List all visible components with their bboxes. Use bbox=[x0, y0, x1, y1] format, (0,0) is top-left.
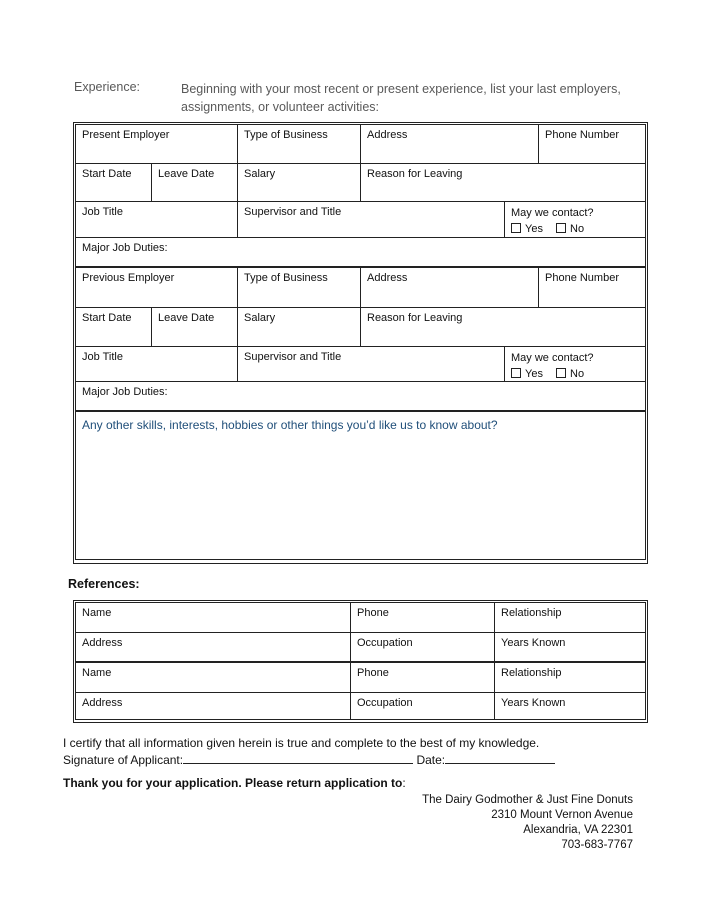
salary-label: Salary bbox=[244, 168, 276, 180]
reason-label: Reason for Leaving bbox=[367, 312, 463, 324]
reference-block-1 bbox=[75, 602, 646, 662]
phone-number-label: Phone Number bbox=[545, 272, 619, 284]
name-label: Name bbox=[82, 667, 112, 679]
supervisor-label: Supervisor and Title bbox=[244, 206, 342, 218]
salary-label: Salary bbox=[244, 312, 276, 324]
employer-block-present bbox=[75, 124, 646, 267]
previous-salary-field[interactable] bbox=[238, 308, 360, 328]
previous-start-date-field[interactable] bbox=[76, 308, 151, 328]
reference-1-relationship-field[interactable] bbox=[495, 603, 645, 623]
address-label: Address bbox=[82, 697, 123, 709]
experience-label: Experience: bbox=[74, 80, 141, 94]
reference-2-years-field[interactable] bbox=[495, 693, 645, 713]
previous-employer-field[interactable] bbox=[76, 268, 237, 288]
reference-2-name-field[interactable] bbox=[76, 663, 350, 683]
date-line[interactable] bbox=[445, 752, 555, 764]
job-title-label: Job Title bbox=[82, 351, 123, 363]
present-business-field[interactable] bbox=[238, 125, 360, 145]
years-known-label: Years Known bbox=[501, 637, 566, 649]
thanks-colon: : bbox=[402, 776, 406, 790]
reason-label: Reason for Leaving bbox=[367, 168, 463, 180]
references-title: References: bbox=[68, 577, 140, 591]
thanks-message bbox=[63, 776, 406, 790]
reference-2-address-field[interactable] bbox=[76, 693, 350, 713]
skills-box[interactable] bbox=[75, 411, 646, 560]
present-start-date-field[interactable] bbox=[76, 164, 151, 184]
signature-row bbox=[63, 752, 555, 767]
start-date-label: Start Date bbox=[82, 168, 132, 180]
supervisor-label: Supervisor and Title bbox=[244, 351, 342, 363]
business-name: The Dairy Godmother & Just Fine Donuts bbox=[422, 794, 633, 806]
reference-1-address-field[interactable] bbox=[76, 633, 350, 653]
previous-employer-label: Previous Employer bbox=[82, 272, 175, 284]
duties-label: Major Job Duties: bbox=[82, 386, 168, 398]
checkbox-icon[interactable] bbox=[511, 223, 521, 233]
city-state-zip: Alexandria, VA 22301 bbox=[523, 824, 633, 836]
previous-business-field[interactable] bbox=[238, 268, 360, 288]
job-title-label: Job Title bbox=[82, 206, 123, 218]
signature-line[interactable] bbox=[183, 752, 413, 764]
occupation-label: Occupation bbox=[357, 637, 413, 649]
reference-1-years-field[interactable] bbox=[495, 633, 645, 653]
skills-prompt: Any other skills, interests, hobbies or other things you’d like us to know about? bbox=[82, 418, 498, 432]
present-supervisor-field[interactable] bbox=[238, 202, 504, 222]
occupation-label: Occupation bbox=[357, 697, 413, 709]
contact-question: May we contact? bbox=[511, 207, 594, 219]
contact-question: May we contact? bbox=[511, 352, 594, 364]
checkbox-icon[interactable] bbox=[511, 368, 521, 378]
present-job-title-field[interactable] bbox=[76, 202, 237, 222]
employer-block-previous bbox=[75, 267, 646, 411]
start-date-label: Start Date bbox=[82, 312, 132, 324]
address-label: Address bbox=[367, 129, 408, 141]
business-phone: 703-683-7767 bbox=[561, 839, 633, 851]
present-phone-field[interactable] bbox=[539, 125, 645, 145]
previous-contact-field bbox=[505, 347, 645, 385]
reference-2-occupation-field[interactable] bbox=[351, 693, 494, 713]
previous-duties-field[interactable] bbox=[76, 382, 645, 402]
phone-label: Phone bbox=[357, 667, 389, 679]
certification-text: I certify that all information given herein is true and complete to the best of my knowledge. bbox=[63, 736, 540, 750]
business-type-label: Type of Business bbox=[244, 272, 328, 284]
experience-instructions: Beginning with your most recent or present experience, list your last employers, assignments, or volunteer activities: bbox=[181, 82, 621, 114]
previous-address-field[interactable] bbox=[361, 268, 538, 288]
present-contact-field bbox=[505, 202, 645, 240]
contact-no-option[interactable]: No bbox=[556, 366, 584, 382]
relationship-label: Relationship bbox=[501, 667, 562, 679]
present-duties-field[interactable] bbox=[76, 238, 645, 258]
thanks-text: Thank you for your application. Please return application to bbox=[63, 776, 403, 790]
previous-phone-field[interactable] bbox=[539, 268, 645, 288]
reference-2-phone-field[interactable] bbox=[351, 663, 494, 683]
leave-date-label: Leave Date bbox=[158, 312, 215, 324]
phone-label: Phone bbox=[357, 607, 389, 619]
signature-label: Signature of Applicant: bbox=[63, 753, 184, 767]
business-type-label: Type of Business bbox=[244, 129, 328, 141]
reference-1-name-field[interactable] bbox=[76, 603, 350, 623]
reference-1-occupation-field[interactable] bbox=[351, 633, 494, 653]
address-label: Address bbox=[367, 272, 408, 284]
years-known-label: Years Known bbox=[501, 697, 566, 709]
contact-no-option[interactable]: No bbox=[556, 221, 584, 237]
reference-2-relationship-field[interactable] bbox=[495, 663, 645, 683]
name-label: Name bbox=[82, 607, 112, 619]
previous-leave-date-field[interactable] bbox=[152, 308, 237, 328]
reference-block-2 bbox=[75, 662, 646, 720]
return-address bbox=[422, 793, 633, 853]
present-salary-field[interactable] bbox=[238, 164, 360, 184]
reference-1-phone-field[interactable] bbox=[351, 603, 494, 623]
phone-number-label: Phone Number bbox=[545, 129, 619, 141]
relationship-label: Relationship bbox=[501, 607, 562, 619]
present-employer-field[interactable] bbox=[76, 125, 237, 145]
checkbox-icon[interactable] bbox=[556, 223, 566, 233]
present-reason-field[interactable] bbox=[361, 164, 645, 184]
previous-supervisor-field[interactable] bbox=[238, 347, 504, 367]
contact-yes-option[interactable]: Yes bbox=[511, 221, 543, 237]
present-employer-label: Present Employer bbox=[82, 129, 170, 141]
date-label: Date: bbox=[416, 753, 446, 767]
previous-job-title-field[interactable] bbox=[76, 347, 237, 367]
address-label: Address bbox=[82, 637, 123, 649]
contact-yes-option[interactable]: Yes bbox=[511, 366, 543, 382]
duties-label: Major Job Duties: bbox=[82, 242, 168, 254]
street-address: 2310 Mount Vernon Avenue bbox=[491, 809, 633, 821]
present-address-field[interactable] bbox=[361, 125, 538, 145]
previous-reason-field[interactable] bbox=[361, 308, 645, 328]
present-leave-date-field[interactable] bbox=[152, 164, 237, 184]
checkbox-icon[interactable] bbox=[556, 368, 566, 378]
leave-date-label: Leave Date bbox=[158, 168, 215, 180]
